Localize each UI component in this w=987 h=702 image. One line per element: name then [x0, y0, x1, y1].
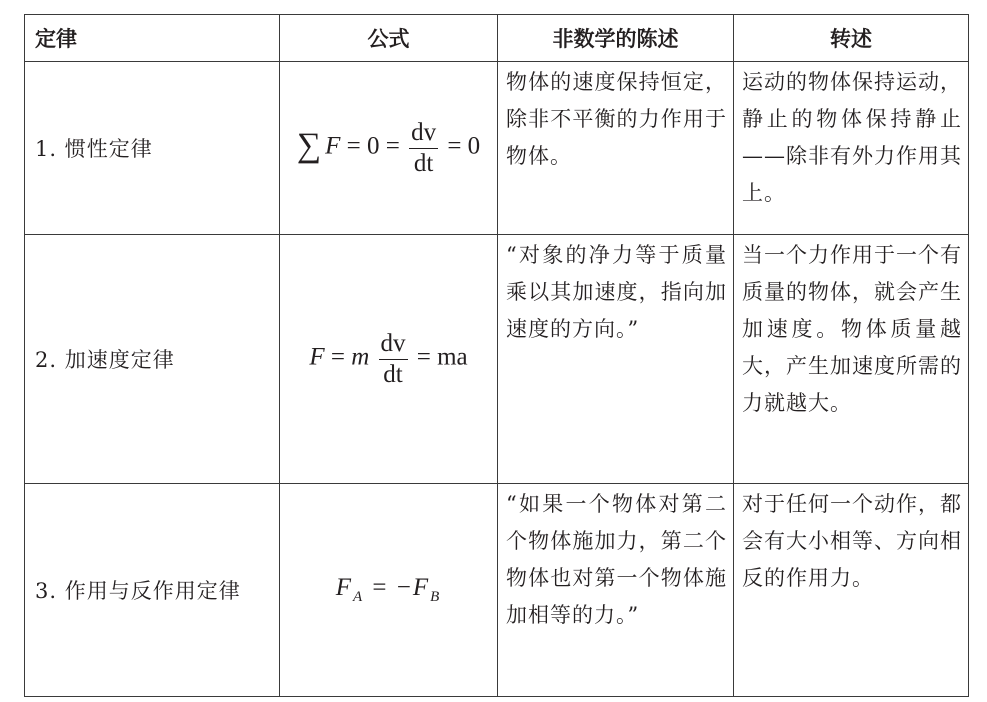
- formula-rhs: = 0: [447, 132, 481, 160]
- formula-fraction: [379, 330, 408, 388]
- law-formula: [280, 484, 498, 697]
- table-row: [25, 62, 969, 235]
- header-row: [25, 15, 969, 62]
- law-description: “对象的净力等于质量乘以其加速度，指向加速度的方向。”: [498, 235, 734, 484]
- formula-mass: m: [351, 343, 370, 371]
- law-restatement: 对于任何一个动作，都会有大小相等、方向相反的作用力。: [734, 484, 969, 697]
- table-row: [25, 484, 969, 697]
- fraction-denominator: dt: [413, 149, 434, 177]
- law-name: 3. 作用与反作用定律: [25, 484, 280, 697]
- sigma-symbol: ∑: [296, 126, 322, 164]
- fraction-numerator: dv: [379, 330, 408, 360]
- formula-lhs: F: [309, 343, 325, 371]
- law-formula: [280, 235, 498, 484]
- fraction-numerator: dv: [409, 119, 438, 149]
- formula-rhs: = ma: [416, 343, 468, 371]
- formula-rhs: F: [412, 574, 431, 601]
- header-nonmath: 非数学的陈述: [498, 15, 734, 62]
- table-row: [25, 235, 969, 484]
- formula-eq: = 0 =: [346, 132, 400, 160]
- law-name: 1. 惯性定律: [25, 62, 280, 235]
- law-formula: [280, 62, 498, 235]
- formula-lhs-subscript: A: [352, 589, 365, 605]
- formula-fraction: [409, 119, 438, 177]
- formula-lhs: F: [335, 574, 353, 601]
- law-name: 2. 加速度定律: [25, 235, 280, 484]
- formula-eq: =: [330, 343, 345, 371]
- newton-laws-table: [24, 14, 969, 697]
- header-restatement: 转述: [734, 15, 969, 62]
- law-description: 物体的速度保持恒定，除非不平衡的力作用于物体。: [498, 62, 734, 235]
- fraction-denominator: dt: [383, 360, 403, 388]
- law-restatement: 运动的物体保持运动，静止的物体保持静止——除非有外力作用其上。: [734, 62, 969, 235]
- formula-rhs-subscript: B: [430, 589, 442, 605]
- law-restatement: 当一个力作用于一个有质量的物体，就会产生加速度。物体质量越大，产生加速度所需的力就越大。: [734, 235, 969, 484]
- formula-lhs: F: [325, 132, 341, 160]
- header-formula: 公式: [280, 15, 498, 62]
- header-law: 定律: [25, 15, 280, 62]
- law-description: “如果一个物体对第二个物体施加力，第二个物体也对第一个物体施加相等的力。”: [498, 484, 734, 697]
- formula-eq: = −: [372, 574, 413, 601]
